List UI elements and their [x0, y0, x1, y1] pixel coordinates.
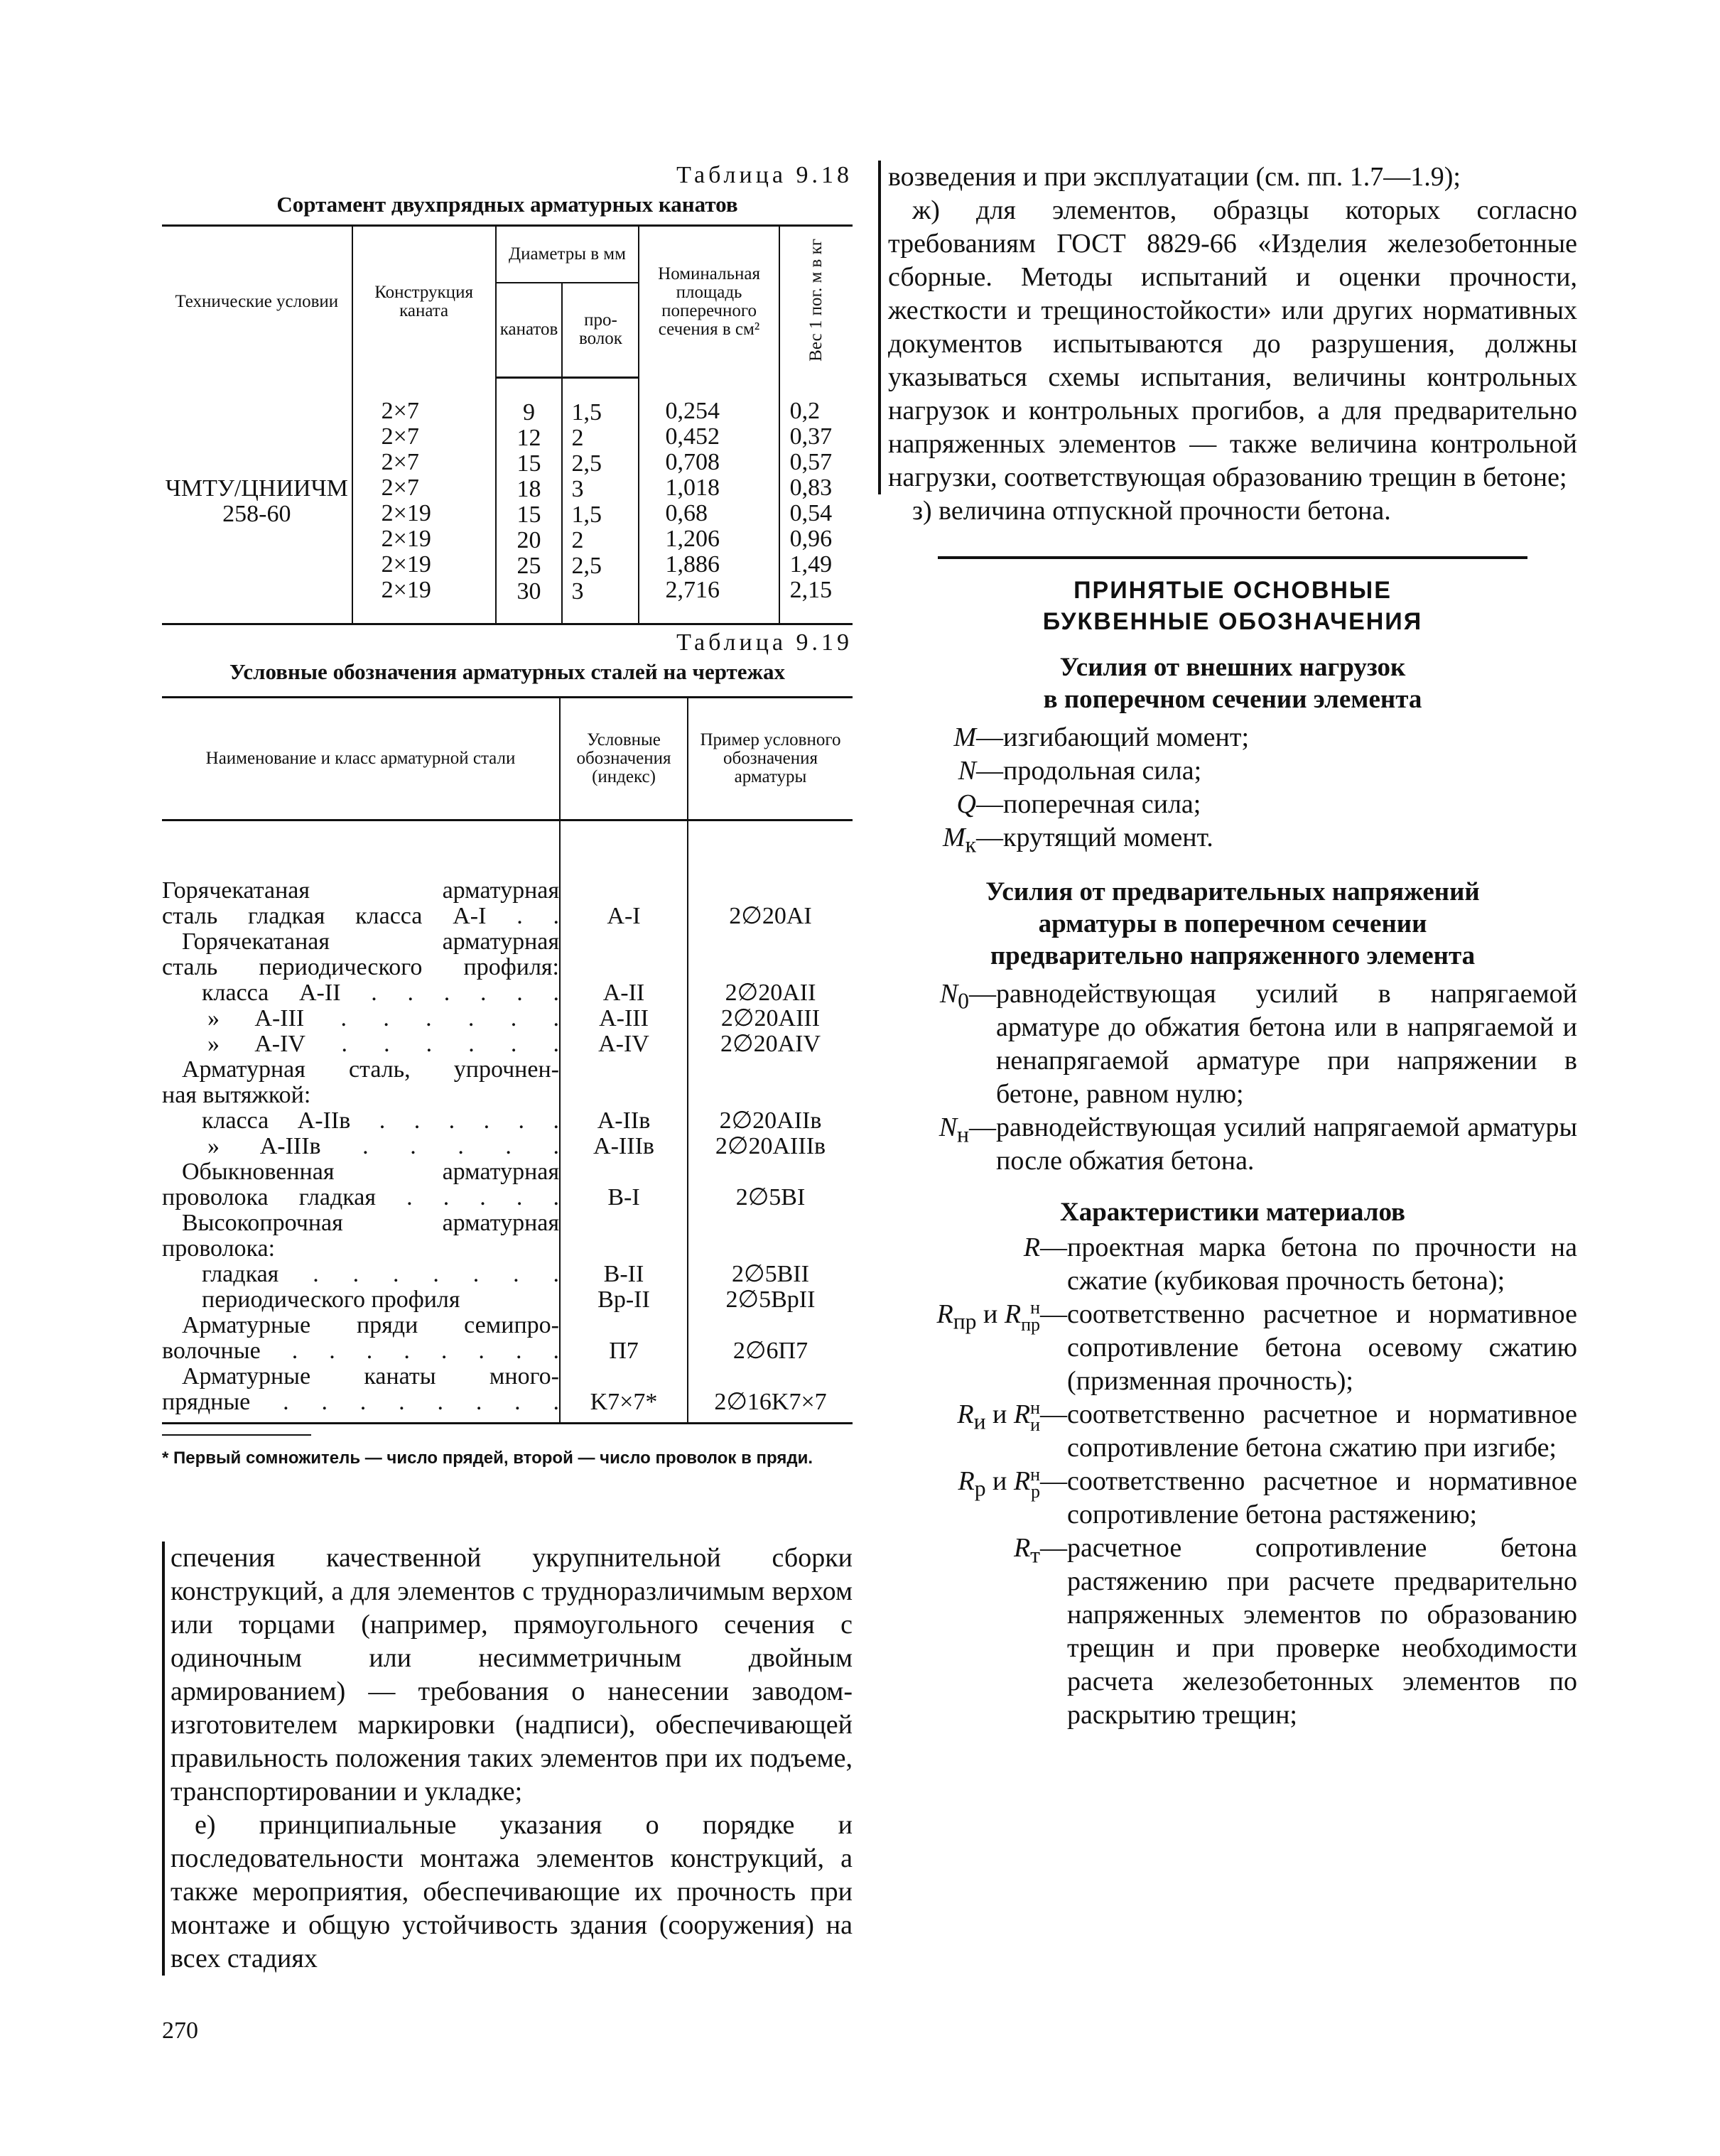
steel-example-value: 2∅20AIIв	[719, 1107, 822, 1134]
subheading-materials: Характеристики материалов	[1059, 1197, 1406, 1227]
rope-diameter-column	[496, 377, 563, 624]
steel-index-value: K7×7*	[590, 1389, 658, 1415]
steel-name-line: проволока гладкая . . . . .	[162, 1184, 559, 1210]
definition-text: проектная марка бетона по прочности на сжатие (кубиковая прочность бетона);	[1067, 1232, 1577, 1296]
subheading-1-line-1: Усилия от внешних нагрузок	[1059, 653, 1406, 682]
left-paragraph-2: е) принципиальные указания о порядке и последовательности монтажа элементов конструкций, а также мероприятия, обеспечивающие их прочность при монтаже и общую устойчивость здания (сооружения) на всех стадиях	[171, 1810, 853, 1973]
definition-symbol: M—	[953, 722, 1003, 752]
definition-dash: —	[976, 823, 1003, 852]
steel-name-line: периодического профиля	[202, 1286, 460, 1313]
subheading-1-line-2: в поперечном сечении элемента	[1043, 685, 1422, 714]
table-919	[162, 696, 853, 1424]
symbol-superscript: н	[1030, 1463, 1040, 1485]
header-weight-text: Вес 1 пог. м в кг	[806, 238, 826, 362]
definition-dash: —	[976, 789, 1003, 819]
definition-dash: —	[969, 978, 996, 1009]
tech-conditions-value: ЧМТУ/ЦНИИЧМ 258-60	[165, 475, 348, 527]
table-918-cell-wire_d: 1,5	[571, 501, 602, 528]
steel-index-value: B-I	[607, 1184, 640, 1210]
table-918-cell-area: 0,708	[665, 449, 720, 475]
steel-name-line: класса A-II . . . . . .	[202, 980, 559, 1006]
steel-example-value: 2∅6П7	[732, 1338, 808, 1364]
table-918-cell-wire_d: 3	[571, 578, 584, 605]
left-column	[162, 161, 853, 1468]
steel-name-line: » A-IIIв . . . . .	[207, 1133, 559, 1159]
subheading-external-loads	[888, 651, 1577, 715]
steel-index-value	[561, 1364, 687, 1390]
steel-example-value	[688, 878, 853, 904]
symbol-superscript: н	[1030, 1397, 1040, 1418]
table-919-caption: Таблица 9.19	[676, 629, 853, 656]
table-918-cell-area: 0,254	[665, 398, 720, 424]
table-918-cell-area: 2,716	[665, 577, 720, 603]
steel-index-value: A-IIв	[597, 1107, 651, 1134]
steel-index-value: A-IV	[598, 1031, 649, 1057]
table-918-cell-construction: 2×19	[381, 577, 431, 603]
steel-name-column	[162, 820, 560, 1423]
header-steel-name: Наименование и класс арматурной стали	[162, 697, 560, 820]
steel-example-value: 2∅20AIII	[720, 1005, 821, 1031]
subheading-2-line-3: предварительно напряженного элемента	[990, 941, 1476, 970]
definition-item	[888, 1398, 1577, 1465]
definition-item	[888, 821, 1577, 862]
definition-symbol: N—	[958, 756, 1003, 786]
tech-conditions-cell	[162, 377, 352, 624]
definition-item	[888, 1298, 1577, 1398]
table-919-footnote: * Первый сомножитель — число прядей, второй — число проволок в пряди.	[162, 1448, 813, 1468]
table-918-cell-wire_d: 2	[571, 424, 584, 451]
header-rope-diameter: канатов	[496, 283, 563, 377]
steel-example-value	[688, 1083, 853, 1108]
symbol-sup-sub	[1021, 1296, 1040, 1335]
steel-example-value	[688, 1364, 853, 1390]
table-918-title: Сортамент двухпрядных арматурных канатов	[276, 192, 738, 217]
table-918-cell-weight: 0,37	[789, 423, 833, 450]
table-918-cell-construction: 2×7	[381, 475, 419, 501]
steel-example-value	[688, 929, 853, 955]
right-column	[888, 161, 1577, 1732]
steel-example-value	[688, 1210, 853, 1236]
section-title-line-1: ПРИНЯТЫЕ ОСНОВНЫЕ	[1073, 577, 1392, 604]
steel-example-value	[688, 1236, 853, 1262]
table-918-cell-weight: 1,49	[789, 551, 833, 578]
steel-name-line: класса A-IIв . . . . . .	[202, 1107, 559, 1134]
header-example: Пример условного обозначения арматуры	[688, 697, 853, 820]
steel-name-line: Арматурная сталь, упрочнен-	[182, 1056, 559, 1083]
section-divider	[938, 556, 1527, 559]
steel-name-line: Обыкновенная арматурная	[182, 1159, 559, 1185]
definition-item	[888, 721, 1577, 754]
definition-symbol: R—	[1023, 1232, 1067, 1262]
left-body-text	[162, 1542, 853, 1976]
steel-name-line: волочные . . . . . . . .	[162, 1338, 559, 1364]
steel-example-value: 2∅5BpII	[725, 1286, 816, 1313]
definition-item	[888, 977, 1577, 1111]
table-918-cell-construction: 2×7	[381, 398, 419, 424]
definition-symbol: Q—	[956, 789, 1003, 819]
symbol-subscript: р	[974, 1475, 986, 1501]
steel-example-value	[688, 1159, 853, 1185]
symbol-subscript: 0	[958, 988, 969, 1014]
definition-symbol: $R_и$ и R н и —	[957, 1397, 1067, 1435]
symbol-superscript: н	[1030, 1296, 1040, 1318]
steel-index-value: П7	[609, 1338, 639, 1364]
steel-example-value: 2∅20AII	[725, 980, 816, 1006]
table-918	[162, 224, 853, 625]
table-918-cell-rope_d: 20	[516, 526, 541, 553]
definition-dash: —	[1040, 1299, 1067, 1329]
table-918-cell-weight: 2,15	[789, 577, 833, 603]
table-918-cell-rope_d: 25	[516, 552, 541, 579]
steel-index-value	[561, 1083, 687, 1108]
table-918-cell-construction: 2×19	[381, 526, 431, 552]
definition-symbol: $M_к—$	[942, 823, 1003, 857]
right-paragraph-3: з) величина отпускной прочности бетона.	[912, 496, 1391, 526]
steel-index-value	[561, 878, 687, 904]
definition-text: поперечная сила;	[1003, 789, 1201, 819]
symbol-subscript: и	[973, 1409, 986, 1434]
steel-index-value	[561, 929, 687, 955]
steel-example-value: 2∅20AIIIв	[715, 1133, 826, 1159]
definition-text: соответственно расчетное и нормативное сопротивление бетона осевому сжатию (призменная прочность);	[1067, 1299, 1577, 1396]
table-918-cell-rope_d: 15	[516, 450, 541, 477]
definition-dash: —	[976, 722, 1003, 752]
table-918-cell-weight: 0,57	[789, 449, 833, 475]
steel-index-value: B-II	[603, 1261, 644, 1287]
table-918-cell-rope_d: 18	[516, 475, 541, 502]
steel-name-line: Горячекатаная арматурная	[182, 928, 559, 955]
symbol-sup-sub	[1030, 1399, 1040, 1434]
wire-diameter-column	[562, 377, 639, 624]
right-body-text	[878, 161, 1577, 494]
section-title	[888, 575, 1577, 637]
section-title-line-2: БУКВЕННЫЕ ОБОЗНАЧЕНИЯ	[1042, 608, 1423, 635]
right-paragraph-3-wrap	[888, 494, 1577, 528]
table-918-cell-construction: 2×19	[381, 551, 431, 578]
area-column	[639, 377, 779, 624]
definitions-external-loads	[888, 721, 1577, 862]
steel-name-line: Арматурные канаты много-	[182, 1363, 559, 1390]
symbol-subscript: т	[1030, 1542, 1040, 1568]
definition-dash: —	[1040, 1532, 1067, 1563]
steel-index-value: A-IIIв	[593, 1133, 654, 1159]
table-918-cell-wire_d: 3	[571, 475, 584, 502]
header-index: Условные обозначения (индекс)	[560, 697, 688, 820]
steel-example-value	[688, 1313, 853, 1338]
steel-index-value: A-I	[607, 903, 641, 929]
left-paragraph-1: спечения качественной укрупнительной сборки конструкций, а для элементов с трудноразличимым верхом или торцами (например, прямоугольного сечения с одиночным или несимметричным двойным армированием) — требования о нанесении заводом-изготовителем маркировки (надписи), обеспечивающей правильность положения таких элементов при их подъеме, транспортировании и укладке;	[171, 1543, 853, 1806]
steel-index-value: Bp-II	[597, 1286, 650, 1313]
definitions-prestress	[888, 977, 1577, 1178]
table-918-cell-rope_d: 30	[516, 578, 541, 605]
header-construction: Конструкция каната	[352, 226, 496, 378]
table-918-cell-construction: 2×7	[381, 449, 419, 475]
table-919-body	[162, 820, 853, 1423]
steel-name-line: прядные . . . . . . . .	[162, 1389, 559, 1415]
definition-symbol: $R_т—$	[1013, 1532, 1067, 1568]
table-918-cell-rope_d: 9	[523, 399, 535, 426]
definition-item	[888, 1532, 1577, 1732]
right-paragraph-1: возведения и при эксплуатации (см. пп. 1.7—1.9);	[888, 162, 1461, 192]
table-918-cell-area: 1,206	[665, 526, 720, 552]
table-918-cell-wire_d: 2,5	[571, 552, 602, 579]
steel-example-value: 2∅20AIV	[720, 1031, 821, 1057]
symbol-conjunction: и	[985, 1399, 1014, 1429]
steel-example-value	[688, 955, 853, 980]
steel-name-line: гладкая . . . . . . .	[202, 1261, 559, 1287]
steel-example-value: 2∅5BII	[732, 1261, 809, 1287]
steel-index-value: A-III	[599, 1005, 649, 1031]
table-918-cell-area: 1,886	[665, 551, 720, 578]
table-919-title: Условные обозначения арматурных сталей на чертежах	[229, 659, 786, 684]
steel-name-line: проволока:	[162, 1235, 276, 1262]
definition-text: соответственно расчетное и нормативное сопротивление бетона сжатию при изгибе;	[1067, 1399, 1577, 1463]
steel-index-value: A-II	[602, 980, 645, 1006]
footnote-rule	[162, 1434, 311, 1436]
steel-name-line: сталь периодического профиля:	[162, 954, 559, 980]
symbol-sup-sub	[1030, 1463, 1040, 1502]
header-area: Номинальная площадь поперечного сечения в см²	[639, 226, 779, 378]
symbol-conjunction: и	[976, 1299, 1005, 1329]
definition-text: изгибающий момент;	[1003, 722, 1250, 752]
table-918-cell-wire_d: 1,5	[571, 399, 602, 426]
steel-name-line: » A-IV . . . . . .	[207, 1031, 559, 1057]
steel-index-value	[561, 1313, 687, 1338]
table-918-body	[162, 377, 853, 624]
example-column	[688, 820, 853, 1423]
header-tech: Технические условии	[162, 226, 352, 378]
definition-dash: —	[976, 756, 1003, 786]
header-diameters: Диаметры в мм	[496, 226, 639, 283]
table-918-cell-wire_d: 2,5	[571, 450, 602, 477]
definition-symbol: $N_0—$	[939, 978, 996, 1014]
steel-index-value	[561, 955, 687, 980]
table-918-cell-weight: 0,83	[789, 475, 833, 501]
symbol-subscript: р	[1031, 1480, 1040, 1502]
symbol-subscript: пр	[1021, 1313, 1040, 1335]
steel-name-line: Высокопрочная арматурная	[182, 1210, 559, 1236]
construction-column	[352, 377, 496, 624]
header-weight	[779, 226, 853, 378]
steel-name-line: Горячекатаная арматурная	[162, 877, 559, 904]
definition-text: равнодействующая усилий напрягаемой арматуры после обжатия бетона.	[996, 1112, 1577, 1176]
definition-symbol: $N_н—$	[939, 1112, 996, 1147]
steel-index-value	[561, 1159, 687, 1185]
definition-symbol: $R_{пр}$ и R н пр —	[936, 1296, 1067, 1335]
definition-item	[888, 788, 1577, 821]
table-918-cell-area: 0,68	[665, 500, 708, 526]
table-918-cell-weight: 0,96	[789, 526, 833, 552]
table-918-cell-weight: 0,54	[789, 500, 833, 526]
subheading-prestress	[888, 876, 1577, 972]
definition-dash: —	[1040, 1232, 1067, 1262]
definition-symbol: $R_р$ и R н р —	[958, 1463, 1067, 1502]
definitions-materials	[888, 1231, 1577, 1732]
subheading-2-line-1: Усилия от предварительных напряжений	[985, 877, 1480, 906]
definition-dash: —	[969, 1112, 996, 1142]
definition-dash: —	[1040, 1466, 1067, 1496]
index-column	[560, 820, 688, 1423]
table-918-cell-rope_d: 15	[516, 501, 541, 528]
definition-item	[888, 1465, 1577, 1532]
table-918-cell-rope_d: 12	[516, 424, 541, 451]
steel-name-line: Арматурные пряди семипро-	[182, 1312, 559, 1338]
steel-name-line: сталь гладкая класса A-I . .	[162, 903, 559, 929]
definition-text: равнодействующая усилий в напрягаемой арматуре до обжатия бетона или в напрягаемой и ненапрягаемой арматуре при напряжении в бетоне, равном нулю;	[996, 978, 1577, 1109]
steel-example-value	[688, 1057, 853, 1083]
symbol-subscript: и	[1030, 1414, 1040, 1435]
table-918-cell-area: 1,018	[665, 475, 720, 501]
table-918-cell-weight: 0,2	[789, 398, 821, 424]
symbol-subscript: к	[965, 832, 976, 857]
subheading-2-line-2: арматуры в поперечном сечении	[1038, 909, 1427, 938]
steel-index-value	[561, 1236, 687, 1262]
definition-text: крутящий момент.	[1003, 823, 1213, 852]
table-918-cell-area: 0,452	[665, 423, 720, 450]
symbol-subscript: пр	[953, 1309, 977, 1334]
right-paragraph-2: ж) для элементов, образцы которых согласно требованиям ГОСТ 8829-66 «Изделия железобетонные сборные. Методы испытаний и оценки прочности, жесткости и трещиностойкости» или других нормативных документов испытываются до разрушения, должны указываться схемы испытания, величины контрольных нагрузок и контрольных прогибов, а для предварительно напряженных элементов — также величина контрольной нагрузки, соответствующая образованию трещин в бетоне;	[888, 195, 1577, 492]
steel-index-value	[561, 1210, 687, 1236]
definition-item	[888, 754, 1577, 788]
header-wire-diameter: проволок	[562, 283, 639, 377]
table-918-cell-construction: 2×19	[381, 500, 431, 526]
steel-example-value: 2∅16K7×7	[714, 1389, 827, 1415]
definition-text: соответственно расчетное и нормативное сопротивление бетона растяжению;	[1067, 1466, 1577, 1529]
weight-column	[779, 377, 853, 624]
page-number: 270	[162, 2017, 198, 2044]
symbol-conjunction: и	[985, 1466, 1014, 1496]
definition-item	[888, 1111, 1577, 1178]
table-918-caption: Таблица 9.18	[676, 162, 853, 188]
table-918-cell-wire_d: 2	[571, 526, 584, 553]
steel-example-value: 2∅20AI	[729, 903, 812, 929]
definition-text: продольная сила;	[1003, 756, 1202, 786]
table-918-cell-construction: 2×7	[381, 423, 419, 450]
definition-item	[888, 1231, 1577, 1298]
steel-name-line: ная вытяжкой:	[162, 1082, 311, 1108]
steel-name-line: » A-III . . . . . .	[207, 1005, 559, 1031]
steel-example-value: 2∅5BI	[735, 1184, 806, 1210]
definition-dash: —	[1040, 1399, 1067, 1429]
symbol-subscript: н	[957, 1122, 969, 1147]
definition-text: расчетное сопротивление бетона растяжению при расчете предварительно напряженных элементов по образованию трещин и при проверке необходимости расчета железобетонных элементов по раскрытию трещин;	[1067, 1532, 1577, 1730]
steel-index-value	[561, 1057, 687, 1083]
